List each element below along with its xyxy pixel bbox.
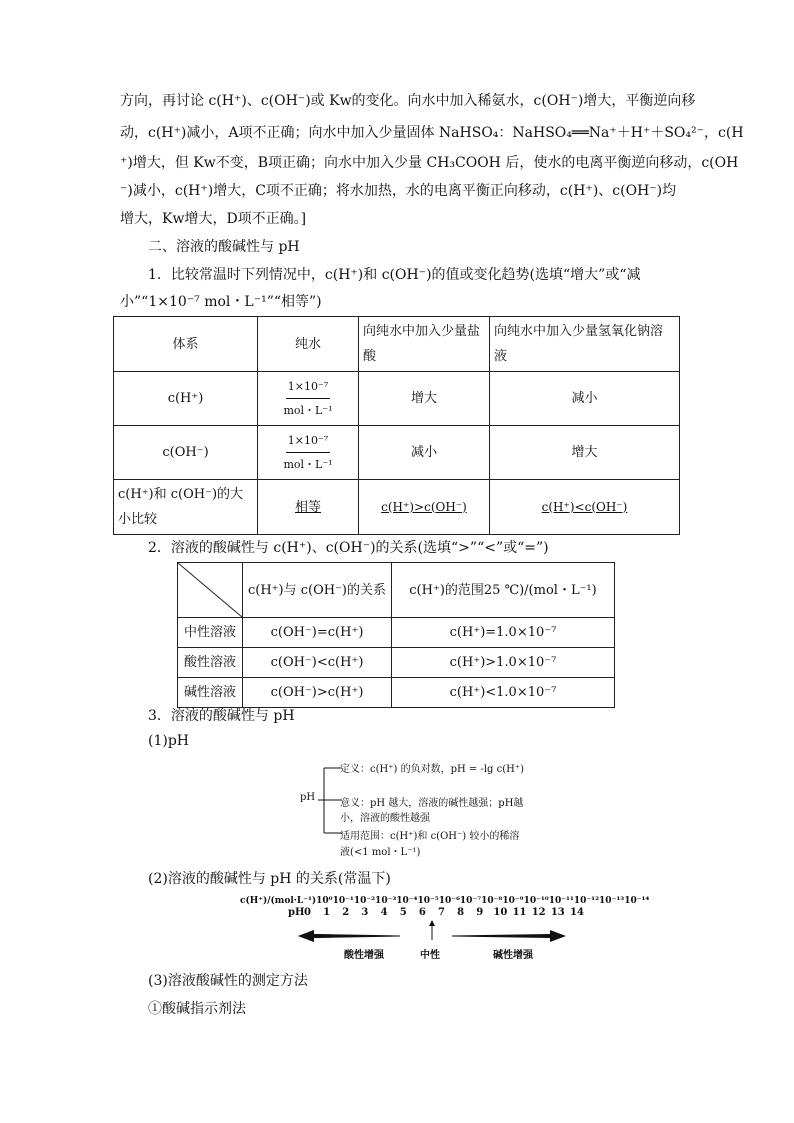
- row-base-label: 碱性溶液: [178, 678, 243, 708]
- header-pure-water: 纯水: [258, 317, 359, 372]
- row-neutral-relation: c(OH⁻)=c(H⁺): [243, 618, 392, 648]
- row-h-base: 减小: [490, 372, 680, 426]
- comparison-table: [113, 316, 680, 535]
- ph-value: 9: [476, 907, 484, 918]
- row-neutral-label: 中性溶液: [178, 618, 243, 648]
- ph-value: 11: [512, 907, 527, 918]
- ph-root: pH: [300, 792, 316, 803]
- ph-range-2: 液(<1 mol・L⁻¹): [340, 847, 421, 858]
- question-3-3-1: ①酸碱指示剂法: [148, 1001, 246, 1017]
- ph-meaning-2: 小，溶液的酸性越强: [340, 813, 430, 824]
- row-oh-label: c(OH⁻): [114, 426, 258, 480]
- diagonal-header-cell: [178, 563, 243, 618]
- ph-values: [304, 907, 584, 921]
- question-3-3: (3)溶液酸碱性的测定方法: [148, 973, 308, 989]
- section-heading: 二、溶液的酸碱性与 pH: [148, 239, 300, 255]
- row-h-pure-bottom: mol・L⁻¹: [283, 404, 333, 417]
- ph-value: 6: [418, 907, 426, 918]
- ph-value: 1: [323, 907, 331, 918]
- ph-value: 3: [361, 907, 369, 918]
- row-compare-acid: [359, 480, 490, 535]
- header-range: c(H⁺)的范围25 ℃)/(mol・L⁻¹): [392, 563, 615, 618]
- question-1-line-1: 1．比较常温时下列情况中，c(H⁺)和 c(OH⁻)的值或变化趋势(选填“增大”或“减: [148, 267, 641, 283]
- row-acid-label: 酸性溶液: [178, 648, 243, 678]
- conc-label: c(H⁺)/(mol·L⁻¹): [240, 896, 317, 906]
- ph-value: 14: [570, 907, 584, 918]
- ph-meaning-1: 意义：pH 越大，溶液的碱性越强；pH越: [340, 798, 524, 809]
- header-add-base: 向纯水中加入少量氢氧化钠溶液: [490, 317, 680, 372]
- ph-scale: [240, 896, 650, 962]
- row-base-relation: c(OH⁻)>c(H⁺): [243, 678, 392, 708]
- ph-definition: 定义：c(H⁺) 的负对数，pH = -lg c(H⁺): [340, 764, 524, 775]
- acid-increase-label: 酸性增强: [344, 950, 384, 961]
- ph-value: 0: [304, 907, 311, 918]
- ph-value: 2: [342, 907, 350, 918]
- header-relation: c(H⁺)与 c(OH⁻)的关系: [243, 563, 392, 618]
- intro-line-4: ⁻)减小，c(H⁺)增大，C项不正确；将水加热，水的电离平衡正向移动，c(H⁺)、c(OH⁻)均: [120, 183, 677, 199]
- acidity-relation-table: [177, 562, 615, 708]
- row-compare-base: [490, 480, 680, 535]
- ph-value: 10: [493, 907, 508, 918]
- ph-value: 4: [380, 907, 388, 918]
- question-2: 2．溶液的酸碱性与 c(H⁺)、c(OH⁻)的关系(选填“>”“<”或“=”): [148, 540, 549, 556]
- header-system: 体系: [114, 317, 258, 372]
- intro-line-1: 方向，再讨论 c(H⁺)、c(OH⁻)或 Kw的变化。向水中加入稀氨水，c(OH⁻)增大，平衡逆向移: [120, 93, 696, 109]
- row-acid-relation: c(OH⁻)<c(H⁺): [243, 648, 392, 678]
- ph-value: 12: [531, 907, 546, 918]
- intro-line-3: ⁺)增大，但 Kw不变，B项正确；向水中加入少量 CH₃COOH 后，使水的电离平衡逆向移动，c(OH: [120, 155, 739, 171]
- ph-value: 5: [399, 907, 407, 918]
- intro-line-2: 动，c(H⁺)减小，A项不正确；向水中加入少量固体 NaHSO₄：NaHSO₄══Na⁺＋H⁺＋SO₄²⁻，c(H: [120, 125, 744, 141]
- row-oh-pure-top: 1×10⁻⁷: [286, 430, 330, 453]
- row-compare-label: c(H⁺)和 c(OH⁻)的大小比较: [114, 480, 258, 535]
- base-increase-label: 碱性增强: [493, 950, 533, 961]
- row-compare-base-text: c(H⁺)<c(OH⁻): [541, 499, 628, 514]
- row-compare-pure-text: 相等: [294, 499, 321, 515]
- row-oh-pure: [258, 426, 359, 480]
- row-oh-acid: 减小: [359, 426, 490, 480]
- question-3: 3．溶液的酸碱性与 pH: [148, 708, 295, 724]
- ph-value: 7: [438, 907, 445, 918]
- row-h-pure: [258, 372, 359, 426]
- row-acid-range: c(H⁺)>1.0×10⁻⁷: [392, 648, 615, 678]
- ph-value: 13: [550, 907, 565, 918]
- intro-line-5: 增大，Kw增大，D项不正确。]: [120, 211, 307, 227]
- row-neutral-range: c(H⁺)=1.0×10⁻⁷: [392, 618, 615, 648]
- question-1-line-2: 小”“1×10⁻⁷ mol・L⁻¹”“相等”): [120, 294, 322, 310]
- row-oh-base: 增大: [490, 426, 680, 480]
- ph-value: 8: [457, 907, 465, 918]
- row-compare-pure: [258, 480, 359, 535]
- diagonal-line: [178, 563, 242, 617]
- conc-values: 10⁰10⁻¹10⁻²10⁻³10⁻⁴10⁻⁵10⁻⁶10⁻⁷10⁻⁸10⁻⁹10⁻¹⁰10⁻¹¹10⁻¹²10⁻¹³10⁻¹⁴: [316, 896, 650, 906]
- ph-diagram: [300, 758, 560, 858]
- row-h-pure-top: 1×10⁻⁷: [286, 376, 330, 399]
- question-3-1: (1)pH: [148, 733, 190, 749]
- question-3-2: (2)溶液的酸碱性与 pH 的关系(常温下): [148, 871, 391, 887]
- header-add-acid: 向纯水中加入少量盐酸: [359, 317, 490, 372]
- row-base-range: c(H⁺)<1.0×10⁻⁷: [392, 678, 615, 708]
- row-h-acid: 增大: [359, 372, 490, 426]
- row-oh-pure-bottom: mol・L⁻¹: [283, 458, 333, 471]
- ph-label: pH: [288, 907, 305, 918]
- row-compare-acid-text: c(H⁺)>c(OH⁻): [381, 499, 467, 514]
- row-h-label: c(H⁺): [114, 372, 258, 426]
- ph-range-1: 适用范围：c(H⁺)和 c(OH⁻) 较小的稀溶: [340, 831, 520, 842]
- neutral-label: 中性: [420, 950, 440, 961]
